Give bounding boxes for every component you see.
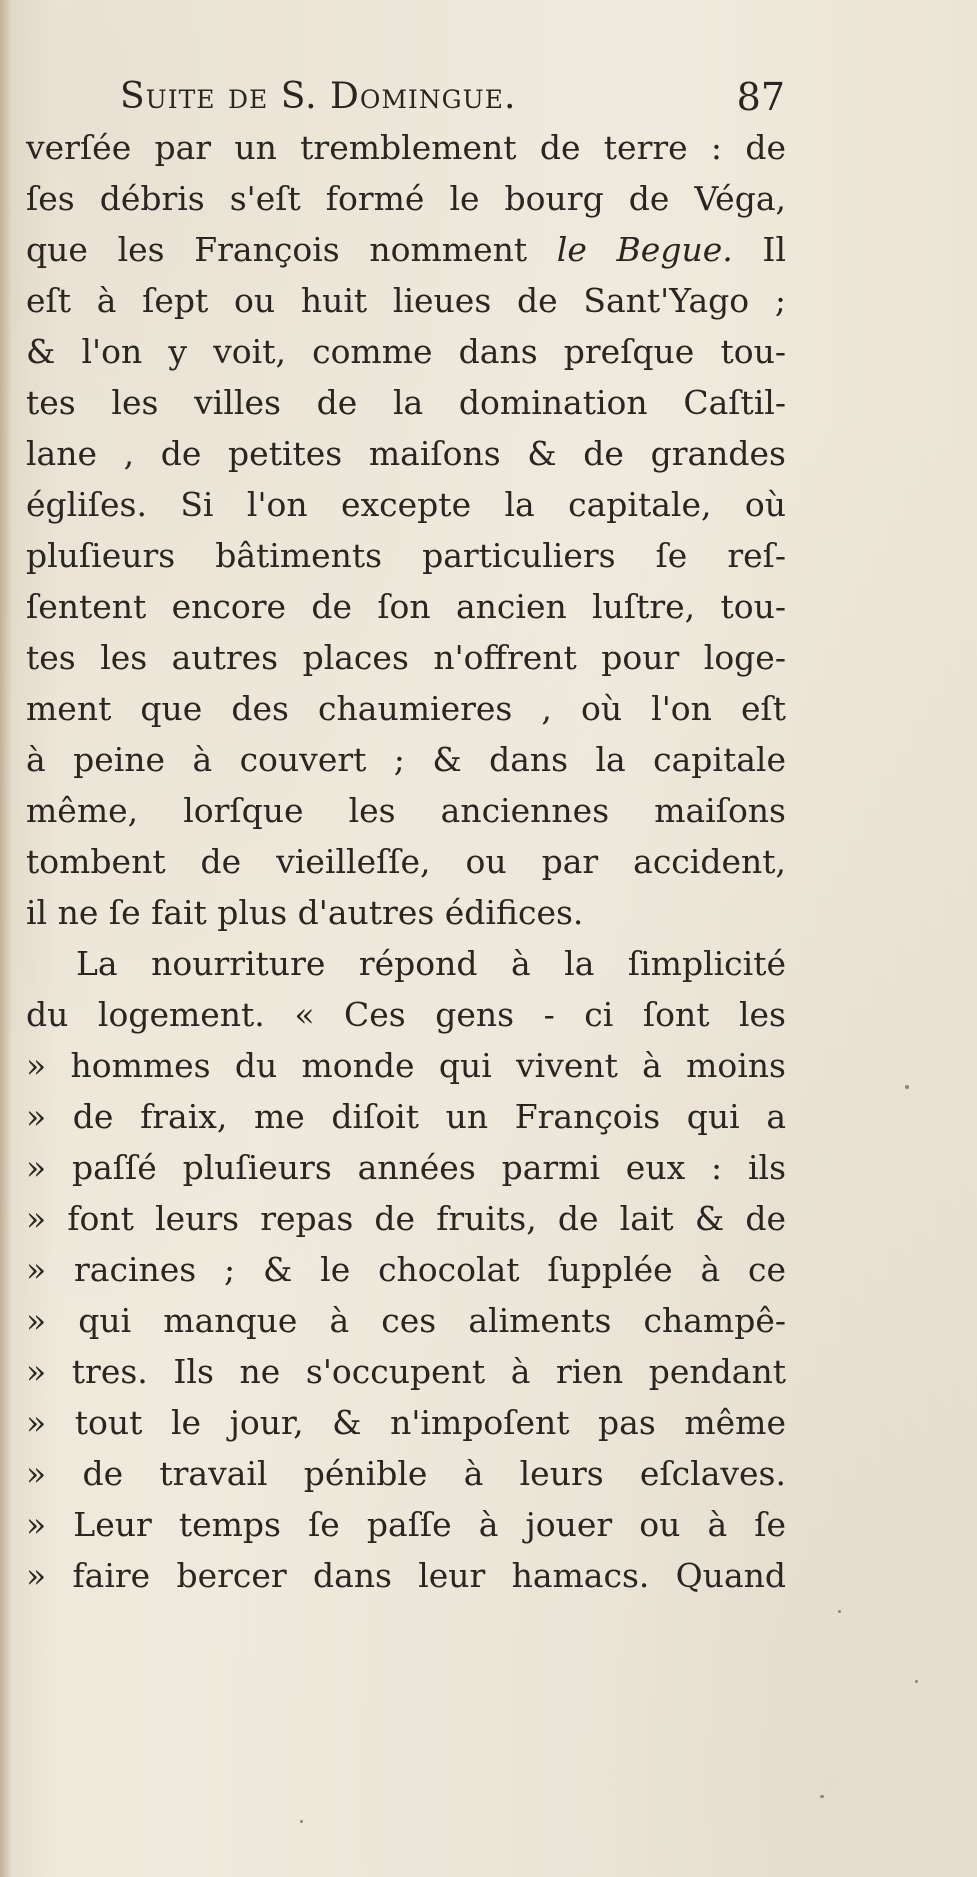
paper-speck	[915, 1680, 918, 1683]
text-line: » qui manque à ces aliments champê-	[26, 1301, 786, 1340]
text-segment: que les François nomment	[26, 230, 528, 269]
text-line: verſée par un tremblement de terre : de	[26, 128, 786, 167]
text-line: » tout le jour, & n'impoſent pas même	[26, 1403, 786, 1442]
text-line: » faire bercer dans leur hamacs. Quand	[26, 1556, 786, 1595]
paper-speck	[905, 1085, 909, 1089]
page-number: 87	[736, 75, 785, 119]
text-line: » paſſé pluſieurs années parmi eux : ils	[26, 1148, 786, 1187]
italic-name: le Begue.	[556, 230, 733, 269]
running-head: Suite de S. Domingue.	[120, 76, 517, 117]
text-line: ſentent encore de ſon ancien luſtre, tou-	[26, 587, 786, 626]
text-line: » hommes du monde qui vivent à moins	[26, 1046, 786, 1085]
text-line: » de fraix, me diſoit un François qui a	[26, 1097, 786, 1136]
text-line: » de travail pénible à leurs eſclaves.	[26, 1454, 786, 1493]
paper-speck	[838, 1610, 841, 1613]
paper-speck	[300, 1820, 303, 1823]
text-line: » tres. Ils ne s'occupent à rien pendant	[26, 1352, 786, 1391]
text-line: ment que des chaumieres , où l'on eſt	[26, 689, 786, 728]
text-line: égliſes. Si l'on excepte la capitale, où	[26, 485, 786, 524]
text-line: » font leurs repas de fruits, de lait & de	[26, 1199, 786, 1238]
text-line: ſes débris s'eſt formé le bourg de Véga,	[26, 179, 786, 218]
text-line: même, lorſque les anciennes maiſons	[26, 791, 786, 830]
paper-speck	[820, 1795, 824, 1798]
text-line: tes les autres places n'offrent pour loge-	[26, 638, 786, 677]
text-line: » racines ; & le chocolat ſupplée à ce	[26, 1250, 786, 1289]
text-line: » Leur temps ſe paſſe à jouer ou à ſe	[26, 1505, 786, 1544]
text-line: du logement. « Ces gens - ci ſont les	[26, 995, 786, 1034]
page-header	[120, 72, 785, 122]
text-line: à peine à couvert ; & dans la capitale	[26, 740, 786, 779]
text-line: & l'on y voit, comme dans preſque tou-	[26, 332, 786, 371]
text-line: pluſieurs bâtiments particuliers ſe reſ-	[26, 536, 786, 575]
text-segment: Il	[762, 230, 786, 269]
text-line: eſt à ſept ou huit lieues de Sant'Yago ;	[26, 281, 786, 320]
text-line: tes les villes de la domination Caſtil-	[26, 383, 786, 422]
text-line: La nourriture répond à la ſimplicité	[76, 944, 786, 983]
text-line: tombent de vieilleſſe, ou par accident,	[26, 842, 786, 881]
text-line: lane , de petites maiſons & de grandes	[26, 434, 786, 473]
page-gutter-shadow	[0, 0, 12, 1877]
text-line	[26, 224, 786, 275]
body-text	[26, 122, 786, 1601]
text-line: il ne ſe fait plus d'autres édifices.	[26, 893, 584, 932]
